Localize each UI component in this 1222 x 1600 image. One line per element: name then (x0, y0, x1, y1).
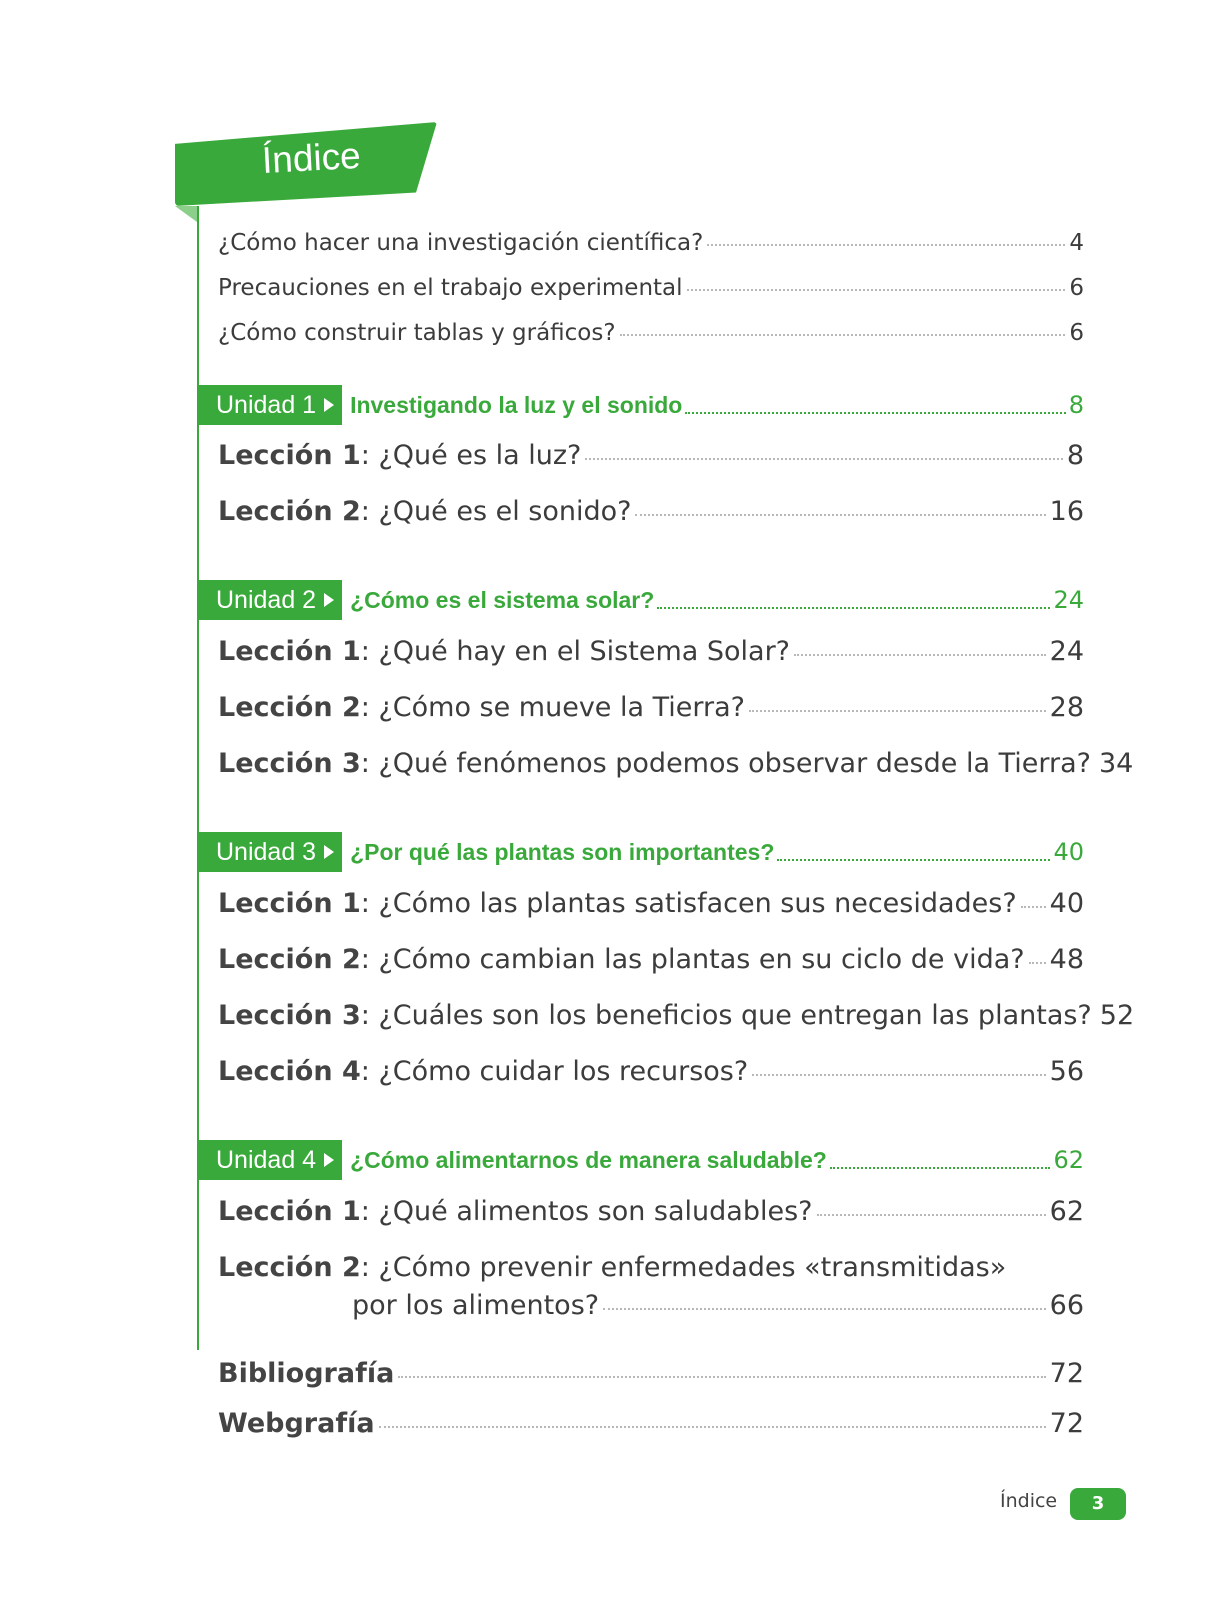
unit-entry[interactable] (198, 832, 1084, 872)
lesson-page: 34 (1098, 748, 1134, 779)
toc-entry[interactable] (218, 275, 1084, 301)
toc-entry-text: Webgrafía (218, 1408, 375, 1439)
lesson-title: ¿Cuáles son los beneficios que entregan las plantas? (378, 1000, 1092, 1031)
dot-leader (1021, 906, 1046, 908)
toc-entry-page: 6 (1069, 320, 1084, 346)
lesson-title: ¿Cómo cuidar los recursos? (378, 1056, 749, 1087)
unit-page: 24 (1053, 586, 1084, 614)
lesson-entry[interactable]: Lección 3: ¿Cuáles son los beneficios que entregan las plantas? 52 (218, 1000, 1135, 1031)
lesson-page: 24 (1049, 636, 1084, 667)
lesson-label: Lección 2 (218, 1252, 361, 1283)
lesson-page: 40 (1049, 888, 1084, 919)
unit-title: ¿Cómo es el sistema solar? (350, 586, 655, 613)
dot-leader (398, 1376, 1045, 1378)
unit-entry[interactable] (198, 1140, 1084, 1180)
lesson-label: Lección 2 (218, 944, 361, 975)
toc-entry-bibliography[interactable] (218, 1358, 1084, 1389)
lesson-entry[interactable]: Lección 4: ¿Cómo cuidar los recursos? 56 (218, 1056, 1084, 1087)
lesson-entry[interactable]: Lección 3: ¿Qué fenómenos podemos observar desde la Tierra? 34 (218, 748, 1134, 779)
toc-entry-page: 72 (1049, 1408, 1084, 1439)
lesson-title: ¿Qué hay en el Sistema Solar? (378, 636, 791, 667)
lesson-title: ¿Qué es el sonido? (378, 496, 632, 527)
unit-badge: Unidad 1 (198, 385, 342, 425)
unit-entry[interactable] (198, 385, 1084, 425)
dot-leader (749, 710, 1046, 712)
lesson-page: 66 (1049, 1290, 1084, 1321)
dot-leader (752, 1074, 1045, 1076)
toc-entry-text: ¿Cómo construir tablas y gráficos? (218, 320, 616, 346)
dot-leader (379, 1426, 1046, 1428)
lesson-page: 48 (1049, 944, 1084, 975)
dot-leader (687, 289, 1066, 291)
page-title: Índice (260, 134, 362, 181)
lesson-entry[interactable]: Lección 2: ¿Cómo cambian las plantas en su ciclo de vida? 48 (218, 944, 1084, 975)
lesson-entry[interactable]: Lección 1: ¿Qué hay en el Sistema Solar? 24 (218, 636, 1084, 667)
lesson-label: Lección 1 (218, 1196, 361, 1227)
play-arrow-icon (324, 398, 334, 412)
dot-leader (817, 1214, 1046, 1216)
dot-leader (707, 244, 1065, 246)
unit-badge: Unidad 2 (198, 580, 342, 620)
unit-page: 8 (1068, 391, 1084, 419)
lesson-label: Lección 1 (218, 440, 361, 471)
lesson-title: ¿Qué alimentos son saludables? (378, 1196, 813, 1227)
lesson-entry[interactable]: Lección 1: ¿Qué es la luz? 8 (218, 440, 1084, 471)
dot-leader (685, 412, 1065, 414)
dot-leader (635, 514, 1045, 516)
lesson-entry[interactable]: Lección 1: ¿Cómo las plantas satisfacen sus necesidades? 40 (218, 888, 1084, 919)
dot-leader (794, 654, 1046, 656)
dot-leader (777, 859, 1050, 861)
toc-entry-webgraphy[interactable] (218, 1408, 1084, 1439)
lesson-title: ¿Cómo prevenir enfermedades «transmitidas» (378, 1252, 1007, 1283)
toc-entry-page: 6 (1069, 275, 1084, 301)
dot-leader (1029, 962, 1046, 964)
dot-leader (830, 1167, 1051, 1169)
lesson-title: ¿Qué fenómenos podemos observar desde la Tierra? (378, 748, 1091, 779)
lesson-entry[interactable]: Lección 2: ¿Cómo prevenir enfermedades «transmitidas» (218, 1252, 1007, 1283)
toc-entry-page: 4 (1069, 230, 1084, 256)
lesson-label: Lección 4 (218, 1056, 361, 1087)
dot-leader (657, 607, 1050, 609)
toc-entry[interactable] (218, 320, 1084, 346)
lesson-title: ¿Cómo las plantas satisfacen sus necesidades? (378, 888, 1017, 919)
banner-fold (175, 206, 197, 222)
unit-badge: Unidad 3 (198, 832, 342, 872)
lesson-entry[interactable]: Lección 2: ¿Qué es el sonido? 16 (218, 496, 1084, 527)
toc-entry-text: ¿Cómo hacer una investigación científica? (218, 230, 704, 256)
play-arrow-icon (324, 1153, 334, 1167)
lesson-label: Lección 1 (218, 636, 361, 667)
toc-entry-page: 72 (1049, 1358, 1084, 1389)
lesson-title-cont: por los alimentos? (352, 1290, 600, 1321)
lesson-title: ¿Cómo cambian las plantas en su ciclo de vida? (378, 944, 1025, 975)
unit-title: ¿Cómo alimentarnos de manera saludable? (350, 1146, 827, 1173)
lesson-page: 62 (1049, 1196, 1084, 1227)
unit-title: ¿Por qué las plantas son importantes? (350, 838, 775, 865)
lesson-page: 16 (1049, 496, 1084, 527)
lesson-title: ¿Cómo se mueve la Tierra? (378, 692, 746, 723)
unit-title: Investigando la luz y el sonido (350, 391, 683, 418)
lesson-entry[interactable]: Lección 2: ¿Cómo se mueve la Tierra? 28 (218, 692, 1084, 723)
lesson-page: 56 (1049, 1056, 1084, 1087)
lesson-label: Lección 3 (218, 1000, 361, 1031)
lesson-label: Lección 3 (218, 748, 361, 779)
lesson-label: Lección 2 (218, 692, 361, 723)
lesson-label: Lección 1 (218, 888, 361, 919)
lesson-title: ¿Qué es la luz? (378, 440, 582, 471)
unit-page: 62 (1053, 1146, 1084, 1174)
lesson-page: 28 (1049, 692, 1084, 723)
unit-page: 40 (1053, 838, 1084, 866)
lesson-entry-continuation[interactable] (352, 1290, 1084, 1321)
dot-leader (620, 334, 1066, 336)
toc-entry-text: Precauciones en el trabajo experimental (218, 275, 683, 301)
unit-badge: Unidad 4 (198, 1140, 342, 1180)
play-arrow-icon (324, 593, 334, 607)
lesson-entry[interactable]: Lección 1: ¿Qué alimentos son saludables? 62 (218, 1196, 1084, 1227)
page-number-badge: 3 (1070, 1488, 1126, 1520)
toc-entry[interactable] (218, 230, 1084, 256)
lesson-label: Lección 2 (218, 496, 361, 527)
lesson-page: 52 (1099, 1000, 1135, 1031)
dot-leader (603, 1308, 1046, 1310)
lesson-page: 8 (1066, 440, 1084, 471)
play-arrow-icon (324, 845, 334, 859)
dot-leader (585, 458, 1062, 460)
unit-entry[interactable] (198, 580, 1084, 620)
footer-section-label: Índice (1000, 1490, 1058, 1512)
toc-entry-text: Bibliografía (218, 1358, 395, 1389)
